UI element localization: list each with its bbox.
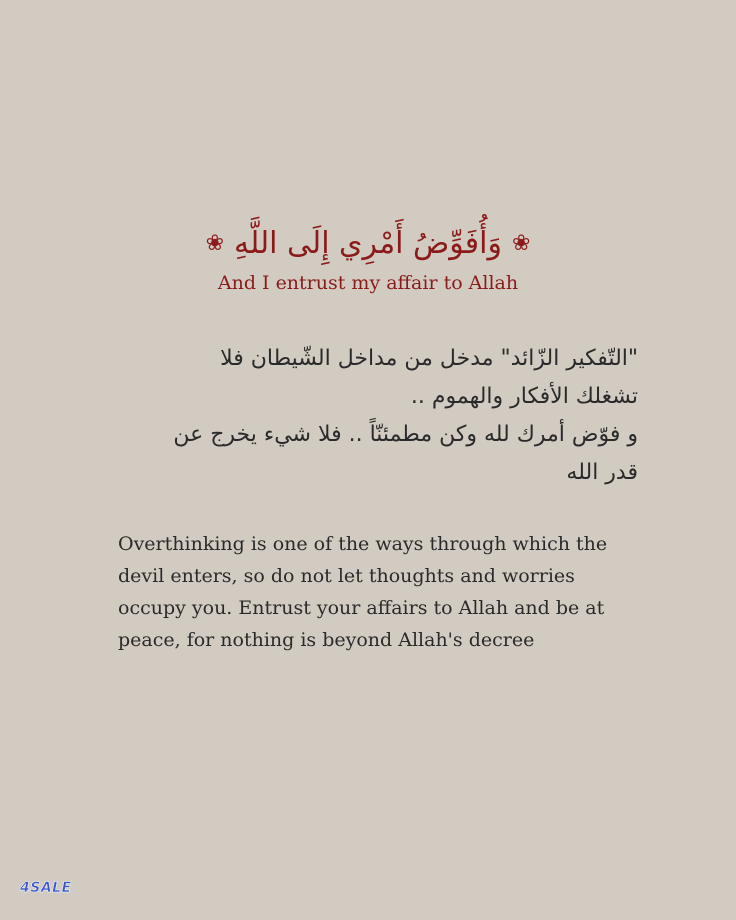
english-line-4: peace, for nothing is beyond Allah's decree: [118, 629, 535, 651]
arabic-line-3: و فوّض أمرك لله وكن مطمئنّاً .. فلا شيء يخرج عن: [173, 422, 638, 447]
arabic-line-2: تشغلك الأفكار والهموم ..: [410, 384, 638, 409]
ornament-right-icon: ❀: [511, 231, 531, 256]
english-line-3: occupy you. Entrust your affairs to Allah and be at: [118, 597, 605, 619]
arabic-line-1: "التّفكير الزّائد" مدخل من مداخل الشّيطان فلا: [220, 346, 638, 371]
verse-translation: And I entrust my affair to Allah: [217, 272, 519, 294]
ornament-left-icon: ❀: [205, 231, 225, 256]
english-line-1: Overthinking is one of the ways through which the: [118, 533, 608, 555]
verse-header: [0, 222, 736, 296]
english-line-2: devil enters, so do not let thoughts and worries: [118, 565, 575, 587]
english-paragraph: [118, 528, 638, 656]
arabic-paragraph: [112, 340, 638, 492]
verse-arabic-text: وَأُفَوِّضُ أَمْرِي إِلَى اللَّهِ: [234, 226, 502, 261]
verse-arabic-line: [206, 222, 531, 266]
watermark-badge: 4SALE: [20, 880, 72, 896]
arabic-line-4: قدر الله: [566, 460, 638, 485]
